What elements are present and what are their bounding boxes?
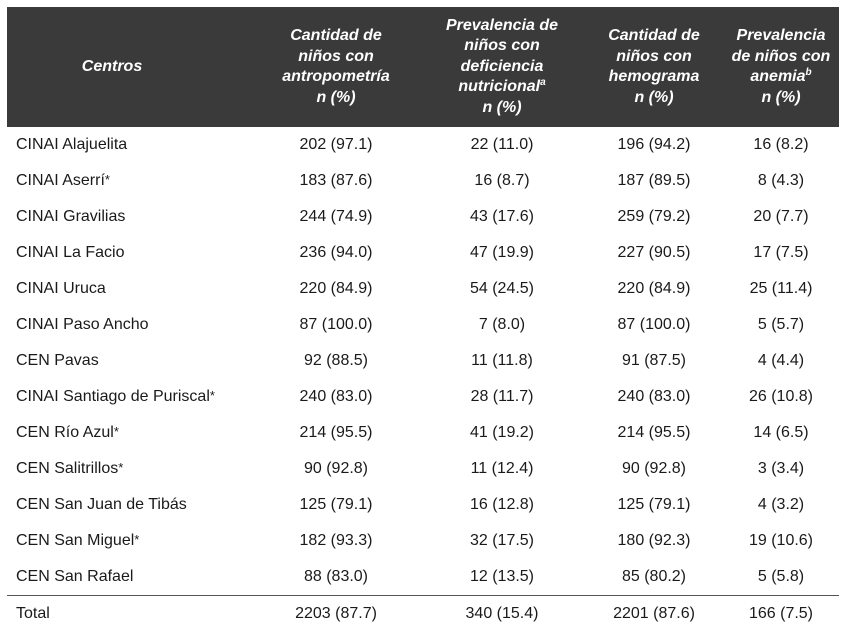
hemograma-cell: 180 (92.3) [617,532,691,549]
table-row [7,235,839,271]
deficiencia-cell: 32 (17.5) [469,532,535,549]
centro-cell [7,379,253,415]
table-row [7,307,839,343]
antropometria-cell: 92 (88.5) [303,352,369,369]
hemograma-cell: 240 (83.0) [617,388,691,405]
anemia-cell: 5 (5.7) [757,316,805,333]
centro-name: CEN Pavas [16,352,99,369]
table-row [7,451,839,487]
header-hemograma-line-2: niños con [616,47,692,65]
footnote-marker-b: b [805,67,812,78]
centro-name: CEN Río Azul [16,424,114,441]
antropometria-cell: 182 (93.3) [299,532,373,549]
header-centros [7,7,253,127]
centro-cell [7,415,253,451]
centro-cell [7,127,253,163]
deficiencia-cell: 43 (17.6) [469,208,535,225]
centro-cell [7,343,253,379]
header-hemograma [585,7,723,127]
header-deficiencia-line-1: Prevalencia de [445,16,559,34]
deficiencia-cell: 16 (8.7) [474,172,530,189]
antropometria-cell: 202 (97.1) [299,136,373,153]
header-hemograma-line-3: hemograma [608,68,700,85]
hemograma-cell: 227 (90.5) [617,244,691,261]
centro-cell [7,559,253,595]
table-row [7,379,839,415]
asterisk-marker: * [113,424,119,439]
anemia-cell: 19 (10.6) [748,532,814,549]
header-deficiencia-line-2: niños con [464,37,540,55]
header-antropometria-line-2: niños con [298,47,374,65]
antropometria-cell: 87 (100.0) [299,316,373,333]
anemia-cell: 166 (7.5) [723,595,839,632]
centro-cell [7,595,253,632]
hemograma-cell: 85 (80.2) [621,567,687,585]
centro-cell [7,199,253,235]
header-hemograma-line-1: Cantidad de [608,27,700,44]
centro-cell [7,523,253,559]
hemograma-cell: 87 (100.0) [617,316,691,333]
hemograma-cell: 2201 (87.6) [585,595,723,632]
hemograma-cell: 90 (92.8) [621,460,687,477]
centro-cell [7,307,253,343]
header-anemia [723,7,839,127]
table-row [7,199,839,235]
deficiencia-cell: 41 (19.2) [469,424,535,441]
table-row [7,487,839,523]
anemia-cell: 14 (6.5) [753,424,809,441]
anemia-cell: 4 (3.2) [757,496,805,513]
deficiencia-cell: 22 (11.0) [470,136,534,153]
header-antropometria-line-4: n (%) [316,88,356,106]
table-row [7,271,839,307]
deficiencia-cell: 11 (12.4) [470,460,534,477]
anemia-cell: 3 (3.4) [757,460,805,477]
asterisk-marker: * [209,388,215,403]
header-deficiencia-line-3: deficiencia [460,57,544,75]
centro-cell [7,487,253,523]
asterisk-marker: * [104,172,110,187]
header-anemia-line-4: n (%) [761,88,801,106]
header-antropometria [253,7,419,127]
centro-name: CINAI Paso Ancho [16,316,149,333]
anemia-cell: 16 (8.2) [753,136,809,153]
centro-cell [7,235,253,271]
centro-name: CEN Salitrillos [16,460,119,477]
antropometria-cell: 220 (84.9) [299,280,373,297]
antropometria-cell: 2203 (87.7) [253,595,419,632]
hemograma-cell: 125 (79.1) [617,496,691,513]
centro-name: Total [16,604,50,622]
antropometria-cell: 125 (79.1) [299,496,373,513]
centro-name: CEN San Juan de Tibás [16,496,187,513]
centro-name: CINAI Uruca [16,280,106,297]
table-body [7,127,839,632]
centro-name: CEN San Miguel [16,532,135,549]
asterisk-marker: * [134,532,140,547]
centros-table [7,7,839,632]
centro-name: CINAI Santiago de Puriscal [16,388,210,405]
deficiencia-cell: 16 (12.8) [469,496,535,513]
header-antropometria-line-3: antropometría [282,68,390,85]
deficiencia-cell: 11 (11.8) [471,352,533,369]
header-centros-label: Centros [81,57,143,75]
anemia-cell: 4 (4.4) [757,352,805,369]
antropometria-cell: 88 (83.0) [303,567,369,585]
header-anemia-line-1: Prevalencia [736,27,826,44]
antropometria-cell: 244 (74.9) [299,208,373,225]
anemia-cell: 8 (4.3) [757,172,805,189]
hemograma-cell: 220 (84.9) [617,280,691,297]
antropometria-cell: 240 (83.0) [299,388,373,405]
antropometria-cell: 236 (94.0) [299,244,373,261]
anemia-cell: 20 (7.7) [753,208,809,225]
asterisk-marker: * [118,460,124,475]
anemia-cell: 5 (5.8) [757,567,805,585]
hemograma-cell: 91 (87.5) [621,352,687,369]
deficiencia-cell: 340 (15.4) [419,595,585,632]
header-hemograma-line-4: n (%) [634,88,674,106]
antropometria-cell: 214 (95.5) [299,424,373,441]
hemograma-cell: 196 (94.2) [617,136,691,153]
header-anemia-line-2: de niños con [731,47,831,65]
hemograma-cell: 259 (79.2) [617,208,691,225]
anemia-cell: 26 (10.8) [748,388,814,405]
hemograma-cell: 187 (89.5) [617,172,691,189]
table-row [7,163,839,199]
centro-cell [7,451,253,487]
header-row [7,7,839,127]
centro-name: CEN San Rafael [16,567,134,585]
centro-name: CINAI Gravilias [16,208,126,225]
deficiencia-cell: 47 (19.9) [469,244,535,261]
deficiencia-cell: 7 (8.0) [478,316,526,333]
data-table-container [7,7,839,632]
centro-name: CINAI La Facio [16,244,125,261]
header-deficiencia [419,7,585,127]
table-row [7,343,839,379]
header-anemia-line-3: anemia [750,68,806,85]
antropometria-cell: 183 (87.6) [299,172,373,189]
header-deficiencia-line-4: nutricional [458,78,541,96]
anemia-cell: 17 (7.5) [753,244,809,261]
header-antropometria-line-1: Cantidad de [290,27,382,44]
centro-name: CINAI Aserrí [16,172,105,189]
footnote-marker-a: a [540,77,546,89]
table-row [7,559,839,595]
centro-cell [7,163,253,199]
centro-cell [7,271,253,307]
table-row [7,415,839,451]
centro-name: CINAI Alajuelita [16,136,128,153]
hemograma-cell: 214 (95.5) [617,424,691,441]
table-row [7,523,839,559]
anemia-cell: 25 (11.4) [749,280,813,297]
deficiencia-cell: 12 (13.5) [469,567,535,585]
header-deficiencia-line-5: n (%) [482,98,522,116]
deficiencia-cell: 28 (11.7) [470,388,534,405]
antropometria-cell: 90 (92.8) [303,460,369,477]
total-row [7,595,839,632]
table-row [7,127,839,163]
deficiencia-cell: 54 (24.5) [469,280,535,297]
